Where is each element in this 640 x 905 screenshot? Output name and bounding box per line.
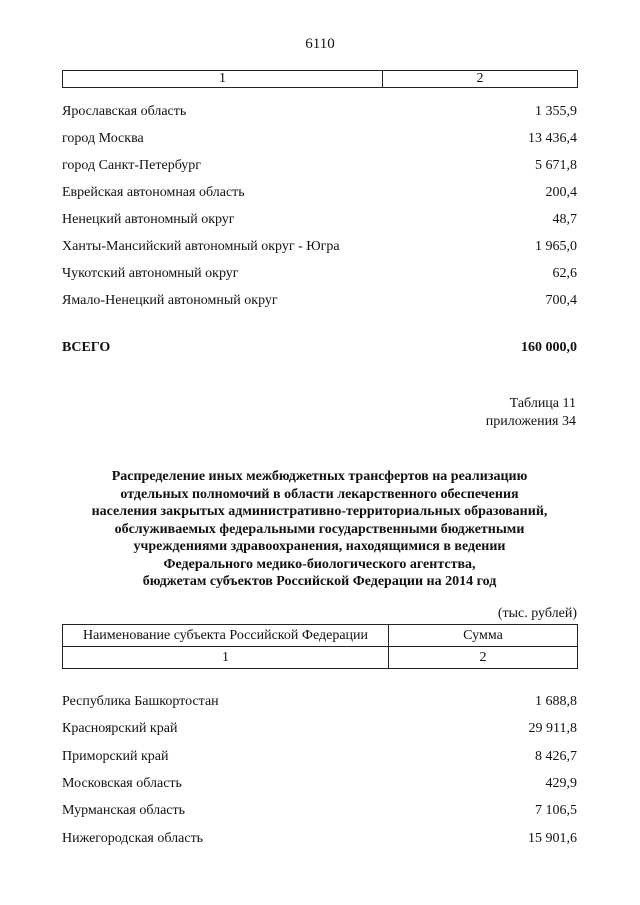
region-name: Республика Башкортостан	[62, 694, 219, 709]
table1-row	[62, 185, 577, 205]
table1-row	[62, 158, 577, 178]
region-value: 429,9	[545, 776, 577, 791]
total-value: 160 000,0	[521, 340, 577, 355]
table2-colnum-2: 2	[389, 647, 578, 669]
region-value: 29 911,8	[528, 721, 577, 736]
region-value: 1 965,0	[535, 239, 577, 254]
title-line: отдельных полномочий в области лекарственного обеспечения	[120, 486, 519, 502]
region-value: 5 671,8	[535, 158, 577, 173]
title-line: учреждениями здравоохранения, находящимися в ведении	[133, 539, 506, 554]
table1-row	[62, 293, 577, 313]
region-name: Ярославская область	[62, 104, 187, 119]
table2-row	[62, 776, 577, 796]
region-value: 7 106,5	[535, 803, 577, 818]
page-number: 6110	[305, 36, 335, 52]
region-value: 15 901,6	[528, 831, 577, 846]
table1-row	[62, 239, 577, 259]
table2-header-name: Наименование субъекта Российской Федерации	[63, 625, 389, 647]
document-title	[62, 468, 577, 591]
region-value: 700,4	[545, 293, 577, 308]
table2-row	[62, 831, 577, 851]
table-reference-line2: приложения 34	[485, 414, 576, 429]
table1-total-row	[62, 340, 577, 360]
table2-header	[62, 624, 578, 669]
region-name: Ханты-Мансийский автономный округ - Югра	[62, 239, 340, 254]
title-line: населения закрытых административно-территориальных образований,	[91, 504, 548, 519]
region-name: город Санкт-Петербург	[62, 158, 202, 173]
table2-colnum-1: 1	[63, 647, 389, 669]
table1-row	[62, 131, 577, 151]
table1-row	[62, 266, 577, 286]
table1-row	[62, 104, 577, 124]
title-line: бюджетам субъектов Российской Федерации на 2014 год	[142, 574, 497, 589]
table1-column-numbers	[62, 70, 578, 88]
table2-row	[62, 721, 577, 741]
title-line: Федерального медико-биологического агентства,	[163, 556, 476, 572]
table1-colnum-1: 1	[63, 71, 383, 88]
table1-colnum-2: 2	[383, 71, 578, 88]
table2-row	[62, 694, 577, 714]
table2-header-sum: Сумма	[389, 625, 578, 647]
region-name: город Москва	[62, 131, 144, 146]
region-name: Красноярский край	[62, 721, 178, 736]
region-name: Чукотский автономный округ	[62, 266, 239, 281]
region-name: Ненецкий автономный округ	[62, 212, 235, 227]
region-name: Ямало-Ненецкий автономный округ	[62, 293, 278, 308]
table2-row	[62, 749, 577, 769]
region-name: Еврейская автономная область	[62, 185, 245, 200]
title-line: обслуживаемых федеральными государственными бюджетными	[114, 521, 525, 537]
region-value: 13 436,4	[528, 131, 577, 146]
region-name: Нижегородская область	[62, 831, 204, 846]
table1-row	[62, 212, 577, 232]
region-name: Московская область	[62, 776, 182, 791]
region-value: 8 426,7	[535, 749, 577, 764]
table-reference-line1: Таблица 11	[509, 396, 576, 411]
region-value: 48,7	[552, 212, 577, 227]
title-line: Распределение иных межбюджетных трансфертов на реализацию	[111, 469, 528, 484]
region-name: Приморский край	[62, 749, 169, 764]
region-value: 200,4	[545, 185, 577, 200]
region-value: 1 355,9	[535, 104, 577, 119]
region-name: Мурманская область	[62, 803, 186, 818]
region-value: 1 688,8	[535, 694, 577, 709]
units-note: (тыс. рублей)	[497, 606, 577, 621]
total-label: ВСЕГО	[62, 340, 111, 355]
region-value: 62,6	[552, 266, 577, 281]
table2-row	[62, 803, 577, 823]
